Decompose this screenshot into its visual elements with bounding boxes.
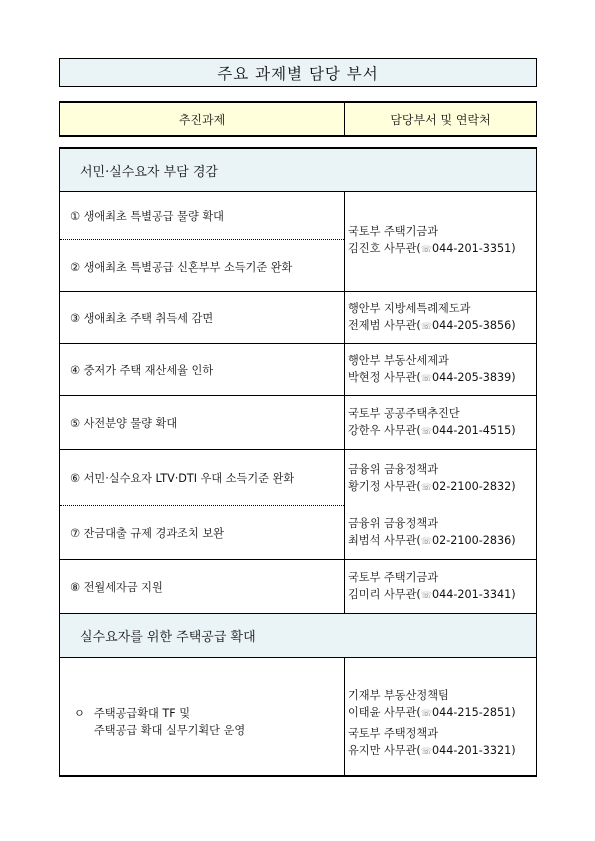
task-item: ④ 중저가 주택 재산세율 인하 — [70, 364, 214, 377]
contact-line — [348, 704, 516, 723]
contact-block — [348, 569, 516, 605]
divider — [60, 657, 536, 658]
dept-name: 국토부 주택정책과 — [348, 727, 439, 740]
person-name: 최범석 사무관( — [348, 534, 421, 547]
dept-name: 국토부 주택기금과 — [348, 225, 439, 238]
section-title: 실수요자를 위한 주택공급 확대 — [60, 614, 536, 657]
contact-block — [348, 223, 516, 259]
dept-name: 행안부 부동산세제과 — [348, 354, 449, 367]
contact-block — [348, 515, 516, 551]
person-name: 강한우 사무관( — [348, 424, 421, 437]
phone-number: 044-201-3351) — [432, 242, 516, 255]
contact-block — [348, 405, 516, 441]
dept-name: 금융위 금융정책과 — [348, 517, 439, 530]
dept-name: 금융위 금융정책과 — [348, 463, 439, 476]
task-item: ② 생애최초 특별공급 신혼부부 소득기준 완화 — [70, 261, 293, 274]
divider — [60, 343, 536, 344]
contact-block — [348, 725, 516, 761]
page-title: 주요 과제별 담당 부서 — [59, 58, 537, 87]
divider — [60, 291, 536, 292]
person-name: 김미리 사무관( — [348, 588, 421, 601]
person-name: 황기정 사무관( — [348, 480, 421, 493]
contact-line — [348, 532, 516, 551]
contact-block — [348, 687, 516, 723]
divider — [60, 505, 344, 506]
table-header — [59, 101, 537, 137]
person-name: 전제범 사무관( — [348, 319, 421, 332]
dept-name: 행안부 지방세특례제도과 — [348, 302, 471, 315]
divider — [60, 191, 536, 192]
task-item: ⑤ 사전분양 물량 확대 — [70, 417, 178, 430]
phone-number: 02-2100-2836) — [432, 534, 516, 547]
phone-number: 044-201-4515) — [432, 424, 516, 437]
section-title: 서민·실수요자 부담 경감 — [60, 149, 536, 191]
divider — [60, 559, 536, 560]
person-name: 유지만 사무관( — [348, 744, 421, 757]
phone-icon: ☏ — [420, 709, 433, 719]
contact-line — [348, 478, 516, 497]
phone-icon: ☏ — [420, 591, 433, 601]
phone-icon: ☏ — [420, 374, 433, 384]
task-item — [94, 705, 245, 739]
contact-line — [348, 586, 516, 605]
person-name: 박현정 사무관( — [348, 371, 421, 384]
contact-line — [348, 240, 516, 259]
phone-icon: ☏ — [420, 427, 433, 437]
divider — [60, 239, 344, 240]
task-line: 주택공급 확대 실무기획단 운영 — [94, 724, 246, 737]
task-line: 주택공급확대 TF 및 — [94, 707, 191, 720]
column-divider — [344, 191, 345, 613]
contact-block — [348, 461, 516, 497]
dept-name: 국토부 공공주택추진단 — [348, 407, 460, 420]
phone-number: 044-205-3839) — [432, 371, 516, 384]
contact-line — [348, 742, 516, 761]
phone-number: 044-205-3856) — [432, 319, 516, 332]
contact-line — [348, 317, 516, 336]
task-item: ⑧ 전월세자금 지원 — [70, 581, 163, 594]
phone-number: 02-2100-2832) — [432, 480, 516, 493]
dept-name: 기재부 부동산정책팀 — [348, 689, 449, 702]
phone-icon: ☏ — [420, 322, 433, 332]
dept-name: 국토부 주택기금과 — [348, 571, 439, 584]
phone-icon: ☏ — [420, 537, 433, 547]
task-bullet: ㅇ — [74, 707, 85, 720]
person-name: 김진호 사무관( — [348, 242, 421, 255]
person-name: 이태윤 사무관( — [348, 706, 421, 719]
header-dept-column: 담당부서 및 연락처 — [344, 103, 536, 135]
phone-icon: ☏ — [420, 483, 433, 493]
column-divider — [344, 657, 345, 777]
contact-line — [348, 422, 516, 441]
task-item: ③ 생애최초 주택 취득세 감면 — [70, 312, 214, 325]
task-item: ⑥ 서민·실수요자 LTV·DTI 우대 소득기준 완화 — [70, 472, 295, 485]
divider — [60, 449, 536, 450]
phone-number: 044-201-3341) — [432, 588, 516, 601]
task-item: ① 생애최초 특별공급 물량 확대 — [70, 210, 224, 223]
contact-line — [348, 369, 516, 388]
phone-number: 044-201-3321) — [432, 744, 516, 757]
phone-icon: ☏ — [420, 747, 433, 757]
divider — [60, 395, 536, 396]
contact-block — [348, 300, 516, 336]
phone-number: 044-215-2851) — [432, 706, 516, 719]
phone-icon: ☏ — [420, 245, 433, 255]
header-task-column: 추진과제 — [178, 112, 226, 127]
contact-block — [348, 352, 516, 388]
task-item: ⑦ 잔금대출 규제 경과조치 보완 — [70, 527, 224, 540]
task-table — [59, 147, 537, 777]
